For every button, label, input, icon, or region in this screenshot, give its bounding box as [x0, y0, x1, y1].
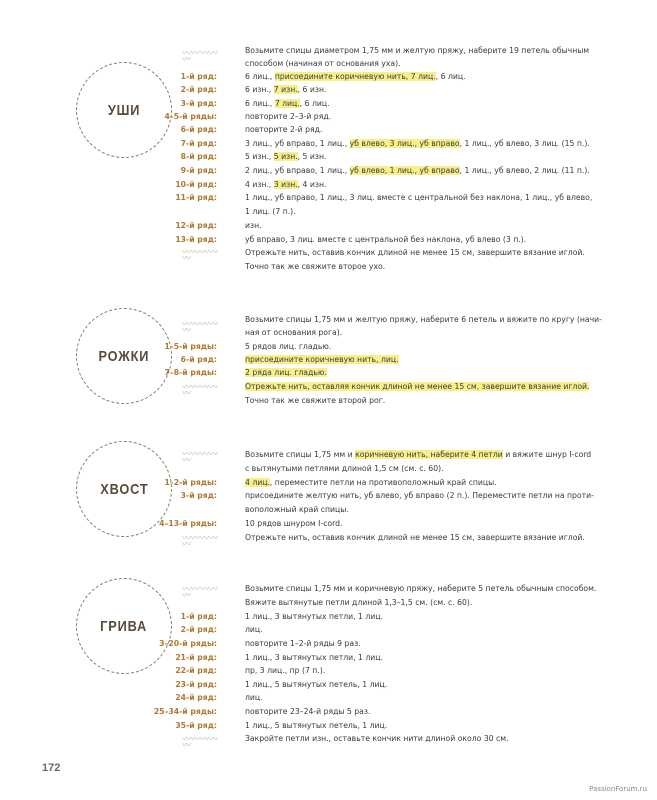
section-intro: Возьмите спицы 1,75 мм и коричневую пряжу, наберите 5 петель обычным способом. [245, 584, 597, 593]
pattern-row: 23-й ряд: 1 лиц., 5 вытянутых петель, 1 лиц. [175, 680, 388, 689]
pattern-row: 25–34-й ряды: повторите 23–24-й ряды 5 раз. [153, 707, 371, 716]
pattern-row: 21-й ряд: 1 лиц., 3 вытянутых петли, 1 лиц. [175, 653, 383, 662]
wavy-divider: 〰〰〰〰〰 [182, 534, 219, 550]
pattern-row: 24-й ряд: лиц. [175, 693, 263, 702]
pattern-row: 1-й ряд: 1 лиц., 3 вытянутых петли, 1 лиц. [180, 612, 383, 621]
wavy-divider: 〰〰〰〰〰 [182, 735, 219, 751]
section-title: ГРИВА [100, 617, 148, 635]
pattern-row: 2-й ряд: лиц. [180, 625, 263, 634]
pattern-row: 2-й ряд: 6 изн., 7 изн., 6 изн. [180, 85, 327, 94]
section-intro: ная от основания рога). [245, 328, 343, 337]
pattern-row: 35-й ряд: 1 лиц., 5 вытянутых петель, 1 лиц. [175, 721, 388, 730]
pattern-row: 4–5-й ряды: повторите 2–3-й ряд. [164, 112, 332, 121]
wavy-divider: 〰〰〰〰〰 [182, 49, 219, 65]
page-number: 172 [42, 762, 61, 774]
wavy-divider: 〰〰〰〰〰 [182, 383, 219, 399]
section-intro: Вяжите вытянутые петли длиной 1,3–1,5 см. (см. с. 60). [245, 598, 473, 607]
pattern-row: 11-й ряд: 1 лиц., уб вправо, 1 лиц., 3 лиц. вместе с центральной без наклона, 1 лиц., уб влево, [175, 193, 593, 202]
section-intro: с вытянутыми петлями длиной 1,5 см (см. с. 60). [245, 464, 444, 473]
pattern-row: Закройте петли изн., оставьте кончик нити длиной около 30 см. [245, 734, 509, 743]
pattern-row: 7-й ряд: 3 лиц., уб вправо, 1 лиц., уб влево, 3 лиц., уб вправо, 1 лиц., уб влево, 3 лиц. (15 п.). [180, 139, 590, 148]
section-intro: Возьмите спицы диаметром 1,75 мм и желтую пряжу, наберите 19 петель обычным [245, 46, 590, 55]
pattern-row: 1–2-й ряды: 4 лиц., переместите петли на противоположный край спицы. [164, 478, 497, 487]
pattern-row: 9-й ряд: 2 лиц., уб вправо, 1 лиц., уб влево, 1 лиц., уб вправо, 1 лиц., уб влево, 2 лиц. (11 п.). [180, 166, 590, 175]
pattern-row: 1–5-й ряды: 5 рядов лиц. гладью. [164, 342, 332, 351]
pattern-row: 22-й ряд: пр, 3 лиц., пр (7 п.). [175, 666, 326, 675]
pattern-row: 13-й ряд: уб вправо, 3 лиц. вместе с центральной без наклона, уб влево (3 п.). [175, 235, 527, 244]
wavy-divider: 〰〰〰〰〰 [182, 248, 219, 264]
wavy-divider: 〰〰〰〰〰 [182, 450, 219, 466]
section-title: РОЖКИ [98, 347, 150, 365]
pattern-row: 3–20-й ряды: повторите 1–2-й ряды 9 раз. [159, 639, 361, 648]
section-intro: Возьмите спицы 1,75 мм и желтую пряжу, наберите 6 петель и вяжите по кругу (начи- [245, 315, 602, 324]
pattern-row: Точно так же свяжите второй рог. [245, 396, 386, 405]
pattern-row: 3-й ряд: присоедините желтую нить, уб влево, уб вправо (2 п.). Переместите петли на проти- [180, 491, 594, 500]
pattern-row: Отрежьте нить, оставляя кончик длиной не менее 15 см, завершите вязание иглой. [245, 382, 590, 391]
section-intro: Возьмите спицы 1,75 мм и коричневую нить, наберите 4 петли и вяжите шнур I-cord [245, 450, 592, 459]
pattern-row: 7–8-й ряды: 2 ряда лиц. гладью. [164, 368, 327, 377]
pattern-row: 1 лиц. (7 п.). [245, 207, 296, 216]
pattern-row: Отрежьте нить, оставив кончик длиной не менее 15 см, завершите вязание иглой. [245, 533, 585, 542]
pattern-row: 6-й ряд: присоедините коричневую нить, лиц. [180, 355, 399, 364]
pattern-row: 1-й ряд: 6 лиц., присоедините коричневую нить, 7 лиц., 6 лиц. [180, 72, 466, 81]
pattern-row: 8-й ряд: 5 изн., 5 изн., 5 изн. [180, 152, 327, 161]
pattern-row: Отрежьте нить, оставив кончик длиной не менее 15 см, завершите вязание иглой. [245, 248, 585, 257]
pattern-row: 10-й ряд: 4 изн., 3 изн., 4 изн. [175, 180, 327, 189]
pattern-row: 6-й ряд: повторите 2-й ряд. [180, 125, 323, 134]
pattern-row: Точно так же свяжите второе ухо. [245, 262, 386, 271]
pattern-row: 12-й ряд: изн. [175, 221, 262, 230]
section-intro: способом (начиная от основания уха). [245, 59, 401, 68]
pattern-row: воположный край спицы. [245, 505, 349, 514]
section-title: ХВОСТ [99, 480, 149, 498]
section-title: УШИ [107, 101, 141, 119]
pattern-row: 3-й ряд: 6 лиц., 7 лиц., 6 лиц. [180, 99, 330, 108]
wavy-divider: 〰〰〰〰〰 [182, 320, 219, 336]
watermark: PassionForum.ru [589, 785, 647, 793]
pattern-row: 4–13-й ряды: 10 рядов шнуром I-cord. [159, 519, 343, 528]
wavy-divider: 〰〰〰〰〰 [182, 585, 219, 601]
